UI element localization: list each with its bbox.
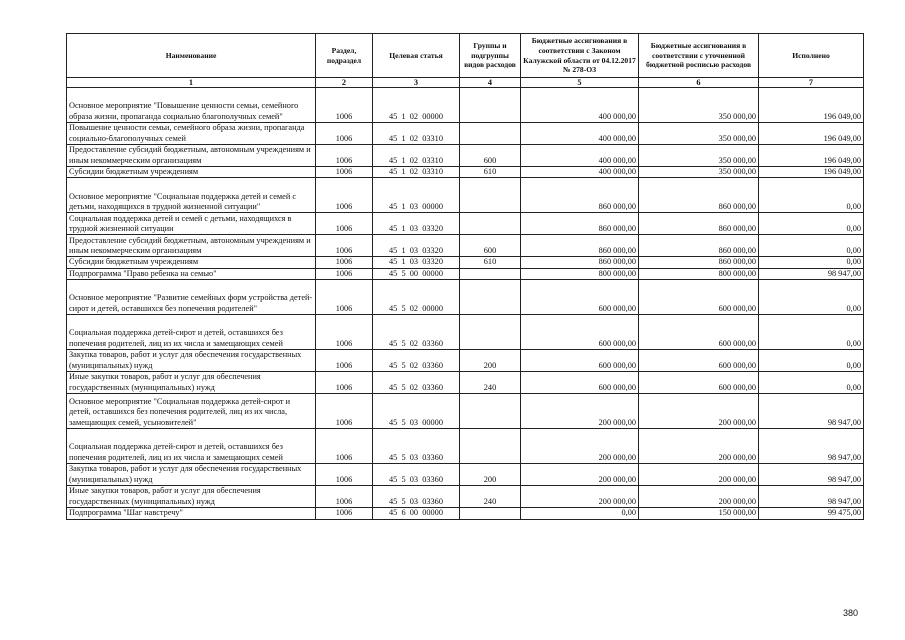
table-row (67, 88, 864, 123)
row-plan-amount-cell: 860 000,00 (639, 213, 759, 235)
row-name-cell: Социальная поддержка детей-сирот и детей, оставшихся без попечения родителей, лиц из их числа и замещающих семей (67, 315, 316, 350)
row-plan-amount-cell: 200 000,00 (639, 429, 759, 464)
row-target-article-cell: 45 5 03 03360 (373, 429, 460, 464)
row-executed-amount-cell: 196 049,00 (759, 145, 864, 167)
header-razdel: Раздел, подраздел (316, 34, 373, 78)
row-plan-amount-cell: 800 000,00 (639, 268, 759, 279)
row-executed-amount-cell: 98 947,00 (759, 429, 864, 464)
row-razdel-cell: 1006 (316, 178, 373, 213)
row-law-amount-cell: 400 000,00 (521, 88, 639, 123)
row-executed-amount-cell: 99 475,00 (759, 508, 864, 519)
row-plan-amount-cell: 150 000,00 (639, 508, 759, 519)
header-law-appropriations: Бюджетные ассигнования в соответствии с Законом Калужской области от 04.12.2017 № 278-ОЗ (521, 34, 639, 78)
column-number: 6 (639, 78, 759, 88)
row-plan-amount-cell: 860 000,00 (639, 178, 759, 213)
table-row (67, 213, 864, 235)
row-executed-amount-cell: 196 049,00 (759, 123, 864, 145)
table-row (67, 429, 864, 464)
row-executed-amount-cell: 98 947,00 (759, 394, 864, 429)
table-row (67, 350, 864, 372)
row-expense-group-cell: 610 (460, 257, 521, 268)
row-name-cell: Повышение ценности семьи, семейного образа жизни, пропаганда социально-благополучных семей (67, 123, 316, 145)
row-target-article-cell: 45 1 02 03310 (373, 123, 460, 145)
row-razdel-cell: 1006 (316, 315, 373, 350)
row-target-article-cell: 45 1 03 03320 (373, 213, 460, 235)
row-expense-group-cell (460, 268, 521, 279)
table-row (67, 235, 864, 257)
row-razdel-cell: 1006 (316, 213, 373, 235)
table-row (67, 486, 864, 508)
header-name: Наименование (67, 34, 316, 78)
row-law-amount-cell: 600 000,00 (521, 372, 639, 394)
row-target-article-cell: 45 5 02 00000 (373, 280, 460, 315)
row-razdel-cell: 1006 (316, 167, 373, 178)
row-razdel-cell: 1006 (316, 350, 373, 372)
row-razdel-cell: 1006 (316, 372, 373, 394)
column-number: 7 (759, 78, 864, 88)
row-target-article-cell: 45 1 02 03310 (373, 145, 460, 167)
column-number: 5 (521, 78, 639, 88)
row-razdel-cell: 1006 (316, 464, 373, 486)
row-expense-group-cell: 600 (460, 235, 521, 257)
row-law-amount-cell: 600 000,00 (521, 315, 639, 350)
table-body (67, 88, 864, 520)
row-plan-amount-cell: 350 000,00 (639, 167, 759, 178)
row-executed-amount-cell: 0,00 (759, 280, 864, 315)
row-plan-amount-cell: 860 000,00 (639, 257, 759, 268)
row-name-cell: Подпрограмма "Шаг навстречу" (67, 508, 316, 519)
row-target-article-cell: 45 1 03 03320 (373, 257, 460, 268)
row-expense-group-cell (460, 88, 521, 123)
row-target-article-cell: 45 5 02 03360 (373, 350, 460, 372)
row-law-amount-cell: 400 000,00 (521, 123, 639, 145)
column-number: 3 (373, 78, 460, 88)
row-name-cell: Основное мероприятие "Социальная поддержка детей и семей с детьми, находящихся в трудной жизненной ситуации" (67, 178, 316, 213)
row-plan-amount-cell: 350 000,00 (639, 123, 759, 145)
row-plan-amount-cell: 600 000,00 (639, 372, 759, 394)
row-target-article-cell: 45 5 03 03360 (373, 464, 460, 486)
row-law-amount-cell: 860 000,00 (521, 257, 639, 268)
row-expense-group-cell: 240 (460, 372, 521, 394)
row-target-article-cell: 45 5 03 00000 (373, 394, 460, 429)
row-target-article-cell: 45 1 03 03320 (373, 235, 460, 257)
row-expense-group-cell (460, 213, 521, 235)
row-razdel-cell: 1006 (316, 508, 373, 519)
row-expense-group-cell (460, 280, 521, 315)
row-target-article-cell: 45 5 02 03360 (373, 372, 460, 394)
table-row (67, 315, 864, 350)
column-number: 4 (460, 78, 521, 88)
row-executed-amount-cell: 196 049,00 (759, 88, 864, 123)
header-refined-appropriations: Бюджетные ассигнования в соответствии с уточненной бюджетной росписью расходов (639, 34, 759, 78)
row-expense-group-cell (460, 394, 521, 429)
header-expense-groups: Группы и подгруппы видов расходов (460, 34, 521, 78)
column-number: 1 (67, 78, 316, 88)
row-name-cell: Закупка товаров, работ и услуг для обеспечения государственных (муниципальных) нужд (67, 464, 316, 486)
row-name-cell: Основное мероприятие "Повышение ценности семьи, семейного образа жизни, пропаганда социально благополучных семей" (67, 88, 316, 123)
page-number: 380 (843, 608, 859, 618)
row-razdel-cell: 1006 (316, 429, 373, 464)
column-number-row (67, 78, 864, 88)
row-executed-amount-cell: 0,00 (759, 178, 864, 213)
row-target-article-cell: 45 1 03 00000 (373, 178, 460, 213)
row-executed-amount-cell: 0,00 (759, 350, 864, 372)
row-plan-amount-cell: 600 000,00 (639, 315, 759, 350)
row-target-article-cell: 45 5 03 03360 (373, 486, 460, 508)
row-expense-group-cell (460, 315, 521, 350)
row-expense-group-cell: 600 (460, 145, 521, 167)
table-row (67, 145, 864, 167)
row-law-amount-cell: 800 000,00 (521, 268, 639, 279)
row-razdel-cell: 1006 (316, 257, 373, 268)
row-executed-amount-cell: 0,00 (759, 235, 864, 257)
row-name-cell: Социальная поддержка детей и семей с детьми, находящихся в трудной жизненной ситуации (67, 213, 316, 235)
row-name-cell: Предоставление субсидий бюджетным, автономным учреждениям и иным некоммерческим организациям (67, 235, 316, 257)
row-name-cell: Основное мероприятие "Социальная поддержка детей-сирот и детей, оставшихся без попечения родителей, лиц из их числа, замещающих семей, усыновителей" (67, 394, 316, 429)
row-law-amount-cell: 400 000,00 (521, 167, 639, 178)
row-law-amount-cell: 860 000,00 (521, 178, 639, 213)
row-target-article-cell: 45 1 02 03310 (373, 167, 460, 178)
row-executed-amount-cell: 0,00 (759, 213, 864, 235)
row-law-amount-cell: 200 000,00 (521, 394, 639, 429)
row-plan-amount-cell: 600 000,00 (639, 350, 759, 372)
table-row (67, 464, 864, 486)
header-target-article: Целевая статья (373, 34, 460, 78)
table-row (67, 268, 864, 279)
budget-execution-table (66, 33, 864, 520)
row-razdel-cell: 1006 (316, 394, 373, 429)
table-row (67, 372, 864, 394)
row-law-amount-cell: 200 000,00 (521, 486, 639, 508)
row-name-cell: Основное мероприятие "Развитие семейных форм устройства детей-сирот и детей, оставшихся без попечения родителей" (67, 280, 316, 315)
row-expense-group-cell (460, 123, 521, 145)
row-law-amount-cell: 860 000,00 (521, 235, 639, 257)
row-razdel-cell: 1006 (316, 268, 373, 279)
row-law-amount-cell: 600 000,00 (521, 350, 639, 372)
row-expense-group-cell: 610 (460, 167, 521, 178)
table-row (67, 178, 864, 213)
row-law-amount-cell: 400 000,00 (521, 145, 639, 167)
header-row (67, 34, 864, 78)
row-name-cell: Социальная поддержка детей-сирот и детей, оставшихся без попечения родителей, лиц из их числа и замещающих семей (67, 429, 316, 464)
row-name-cell: Иные закупки товаров, работ и услуг для обеспечения государственных (муниципальных) нужд (67, 372, 316, 394)
row-expense-group-cell: 200 (460, 464, 521, 486)
row-razdel-cell: 1006 (316, 88, 373, 123)
row-plan-amount-cell: 350 000,00 (639, 88, 759, 123)
row-plan-amount-cell: 350 000,00 (639, 145, 759, 167)
row-expense-group-cell (460, 429, 521, 464)
row-target-article-cell: 45 6 00 00000 (373, 508, 460, 519)
row-razdel-cell: 1006 (316, 280, 373, 315)
header-executed: Исполнено (759, 34, 864, 78)
row-razdel-cell: 1006 (316, 486, 373, 508)
table-row (67, 257, 864, 268)
row-name-cell: Подпрограмма "Право ребенка на семью" (67, 268, 316, 279)
row-law-amount-cell: 600 000,00 (521, 280, 639, 315)
table-row (67, 508, 864, 519)
row-target-article-cell: 45 5 02 03360 (373, 315, 460, 350)
row-expense-group-cell: 240 (460, 486, 521, 508)
row-expense-group-cell: 200 (460, 350, 521, 372)
row-name-cell: Предоставление субсидий бюджетным, автономным учреждениям и иным некоммерческим организациям (67, 145, 316, 167)
row-executed-amount-cell: 0,00 (759, 257, 864, 268)
row-plan-amount-cell: 600 000,00 (639, 280, 759, 315)
row-target-article-cell: 45 1 02 00000 (373, 88, 460, 123)
row-law-amount-cell: 860 000,00 (521, 213, 639, 235)
row-executed-amount-cell: 98 947,00 (759, 268, 864, 279)
table-row (67, 123, 864, 145)
row-plan-amount-cell: 200 000,00 (639, 486, 759, 508)
table-row (67, 167, 864, 178)
row-executed-amount-cell: 98 947,00 (759, 486, 864, 508)
row-name-cell: Субсидии бюджетным учреждениям (67, 167, 316, 178)
table-row (67, 280, 864, 315)
row-name-cell: Иные закупки товаров, работ и услуг для обеспечения государственных (муниципальных) нужд (67, 486, 316, 508)
row-law-amount-cell: 0,00 (521, 508, 639, 519)
row-executed-amount-cell: 196 049,00 (759, 167, 864, 178)
row-executed-amount-cell: 0,00 (759, 315, 864, 350)
row-razdel-cell: 1006 (316, 145, 373, 167)
row-expense-group-cell (460, 508, 521, 519)
document-page (66, 33, 863, 520)
row-expense-group-cell (460, 178, 521, 213)
row-law-amount-cell: 200 000,00 (521, 429, 639, 464)
row-name-cell: Закупка товаров, работ и услуг для обеспечения государственных (муниципальных) нужд (67, 350, 316, 372)
row-executed-amount-cell: 98 947,00 (759, 464, 864, 486)
row-razdel-cell: 1006 (316, 235, 373, 257)
row-target-article-cell: 45 5 00 00000 (373, 268, 460, 279)
row-plan-amount-cell: 200 000,00 (639, 394, 759, 429)
row-razdel-cell: 1006 (316, 123, 373, 145)
table-row (67, 394, 864, 429)
row-executed-amount-cell: 0,00 (759, 372, 864, 394)
row-plan-amount-cell: 200 000,00 (639, 464, 759, 486)
row-law-amount-cell: 200 000,00 (521, 464, 639, 486)
row-name-cell: Субсидии бюджетным учреждениям (67, 257, 316, 268)
row-plan-amount-cell: 860 000,00 (639, 235, 759, 257)
column-number: 2 (316, 78, 373, 88)
